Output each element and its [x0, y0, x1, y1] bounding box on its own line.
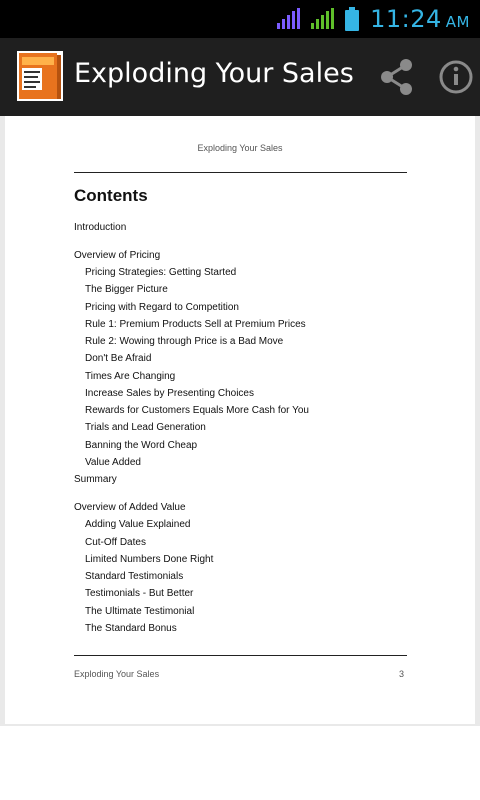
toc-item[interactable]: The Bigger Picture [85, 284, 168, 295]
toc-item[interactable]: Overview of Pricing [74, 250, 161, 261]
clock [370, 5, 470, 33]
info-icon[interactable] [437, 57, 475, 97]
page-header: Exploding Your Sales [197, 143, 283, 153]
bottom-area [0, 726, 480, 800]
toc-item[interactable]: Testimonials - But Better [85, 588, 194, 599]
toc-item[interactable]: Adding Value Explained [85, 519, 191, 530]
toc-item[interactable]: Introduction [74, 222, 127, 233]
contents-heading: Contents [74, 186, 148, 205]
toc-item[interactable]: The Standard Bonus [85, 623, 177, 634]
page-number: 3 [399, 669, 405, 679]
app-bar [0, 38, 480, 116]
wifi-signal-icon [276, 8, 300, 30]
book-cover-icon[interactable] [17, 51, 63, 101]
status-bar [0, 0, 480, 38]
toc-item[interactable]: Standard Testimonials [85, 571, 184, 582]
toc-item[interactable]: Trials and Lead Generation [85, 422, 206, 433]
toc-item[interactable]: Banning the Word Cheap [85, 440, 198, 451]
footer-divider [74, 655, 407, 656]
clock-time: 11:24 [370, 5, 442, 33]
header-divider [74, 172, 407, 173]
page-footer-title: Exploding Your Sales [74, 669, 160, 679]
share-icon[interactable] [378, 57, 416, 97]
toc-item[interactable]: The Ultimate Testimonial [85, 606, 195, 617]
toc-item[interactable]: Rule 1: Premium Products Sell at Premium Prices [85, 319, 306, 330]
status-icons [276, 6, 470, 32]
toc-item[interactable]: Overview of Added Value [74, 502, 186, 513]
toc-item[interactable]: Pricing Strategies: Getting Started [85, 267, 237, 278]
app-title: Exploding Your Sales [74, 58, 354, 89]
toc-item[interactable]: Value Added [85, 457, 141, 468]
toc-item[interactable]: Rewards for Customers Equals More Cash for You [85, 405, 309, 416]
clock-ampm: AM [445, 13, 470, 31]
toc-item[interactable]: Don't Be Afraid [85, 353, 152, 364]
toc-item[interactable]: Cut-Off Dates [85, 537, 146, 548]
document-page[interactable] [5, 116, 475, 724]
toc-item[interactable]: Increase Sales by Presenting Choices [85, 388, 254, 399]
toc-item[interactable]: Summary [74, 474, 117, 485]
toc-item[interactable]: Pricing with Regard to Competition [85, 302, 239, 313]
toc-item[interactable]: Times Are Changing [85, 371, 176, 382]
toc-item[interactable]: Limited Numbers Done Right [85, 554, 214, 565]
battery-icon [344, 7, 360, 31]
cell-signal-icon [310, 8, 334, 30]
toc-item[interactable]: Rule 2: Wowing through Price is a Bad Move [85, 336, 284, 347]
